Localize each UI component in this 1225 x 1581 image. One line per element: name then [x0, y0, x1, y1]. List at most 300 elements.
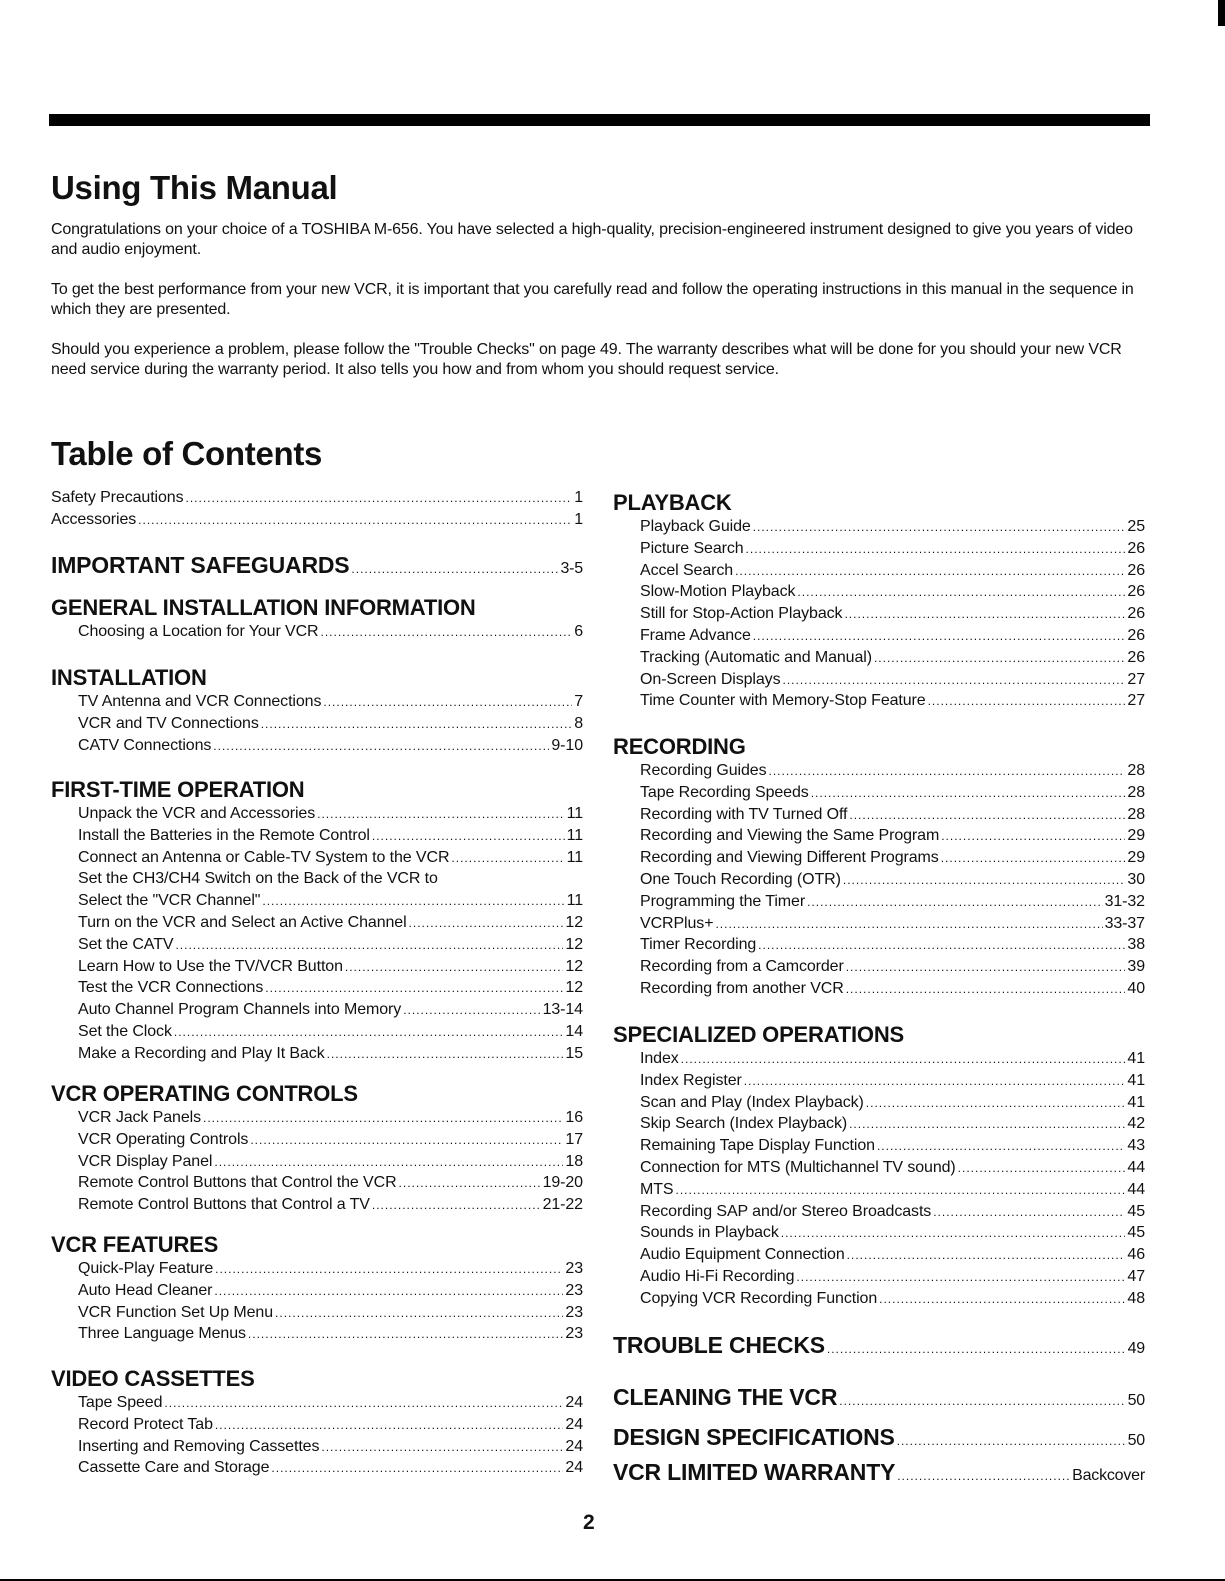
- page-ref: 16: [565, 1109, 583, 1126]
- toc-entry[interactable]: [51, 825, 583, 847]
- toc-section: [613, 1424, 1145, 1450]
- entry-label: CATV Connections: [78, 736, 212, 754]
- toc-section-heading: [51, 1081, 583, 1107]
- toc-entry[interactable]: [613, 1135, 1145, 1157]
- toc-entry[interactable]: [51, 691, 583, 713]
- toc-section: [51, 665, 583, 756]
- dot-leader: [879, 1289, 1125, 1310]
- toc-entry[interactable]: [613, 913, 1145, 935]
- entry-label: Time Counter with Memory-Stop Feature: [640, 692, 926, 710]
- page-ref: 11: [566, 826, 583, 844]
- toc-entry[interactable]: [613, 1070, 1145, 1092]
- dot-leader: [753, 517, 1126, 538]
- toc-entry[interactable]: [51, 1280, 583, 1302]
- dot-leader: [933, 1202, 1125, 1223]
- heading-label: GENERAL INSTALLATION INFORMATION: [51, 595, 476, 620]
- dot-leader: [849, 805, 1125, 826]
- entry-label: Turn on the VCR and Select an Active Channel: [78, 913, 407, 931]
- page-ref: 24: [565, 1437, 583, 1455]
- dot-leader: [351, 556, 558, 578]
- entry-label: Recording SAP and/or Stereo Broadcasts: [640, 1202, 932, 1220]
- dot-leader: [174, 1022, 564, 1043]
- toc-section-heading[interactable]: [51, 552, 583, 578]
- entry-label: Set the Clock: [78, 1022, 172, 1040]
- toc-title: Table of Contents: [51, 435, 323, 472]
- dot-leader: [262, 891, 564, 912]
- entry-label: Choosing a Location for Your VCR: [78, 623, 319, 640]
- page-ref: 46: [1127, 1246, 1145, 1264]
- page-ref: 43: [1127, 1137, 1145, 1155]
- page-ref: 50: [1127, 1392, 1145, 1409]
- entry-label: Safety Precautions: [51, 489, 184, 506]
- entry-label: Frame Advance: [640, 626, 751, 644]
- entry-label: Recording from a Camcorder: [640, 958, 844, 976]
- toc-entry[interactable]: [613, 538, 1145, 560]
- entry-label: Scan and Play (Index Playback): [640, 1093, 864, 1111]
- dot-leader: [846, 957, 1126, 978]
- toc-entry[interactable]: [613, 581, 1145, 603]
- entry-label: Accel Search: [640, 561, 734, 579]
- toc-entry[interactable]: [51, 1436, 583, 1458]
- page-ref: 1: [574, 510, 583, 528]
- toc-entry[interactable]: [51, 999, 583, 1021]
- dot-leader: [847, 1245, 1126, 1266]
- entry-label: Programming the Timer: [640, 892, 806, 910]
- entry-label: Connection for MTS (Multichannel TV sound): [640, 1158, 956, 1176]
- heading-label: IMPORTANT SAFEGUARDS: [51, 552, 350, 578]
- toc-section-heading[interactable]: [613, 1459, 1145, 1485]
- dot-leader: [874, 648, 1125, 669]
- page-ref: 23: [565, 1303, 583, 1321]
- toc-entry[interactable]: [613, 1092, 1145, 1114]
- dot-leader: [215, 1259, 563, 1280]
- toc-section: [613, 1332, 1145, 1358]
- toc-entry[interactable]: [51, 1151, 583, 1173]
- toc-entry[interactable]: [613, 847, 1145, 869]
- page-number: 2: [583, 1511, 595, 1534]
- toc-section-heading: [613, 1022, 1145, 1048]
- toc-section-heading: [613, 490, 1145, 516]
- dot-leader: [403, 1000, 540, 1021]
- dot-leader: [715, 914, 1102, 935]
- entry-label: Make a Recording and Play It Back: [78, 1044, 325, 1062]
- entry-label: Connect an Antenna or Cable-TV System to the VCR: [78, 848, 450, 866]
- entry-label: VCR Display Panel: [78, 1152, 213, 1170]
- toc-section-heading: [51, 595, 583, 621]
- toc-entry[interactable]: [51, 1129, 583, 1151]
- dot-leader: [203, 1108, 563, 1129]
- entry-label: Timer Recording: [640, 936, 757, 954]
- entry-label: Recording from another VCR: [640, 979, 844, 997]
- dot-leader: [866, 1093, 1126, 1114]
- entry-label: VCR Function Set Up Menu: [78, 1303, 274, 1321]
- dot-leader: [782, 670, 1125, 691]
- dot-leader: [839, 1388, 1125, 1410]
- dot-leader: [796, 1267, 1125, 1288]
- page-ref: 24: [565, 1459, 583, 1477]
- toc-section: [51, 487, 583, 531]
- dot-leader: [843, 870, 1126, 891]
- entry-label: Recording with TV Turned Off: [640, 805, 848, 823]
- page-ref: 1: [574, 489, 583, 506]
- toc-entry[interactable]: [51, 735, 583, 757]
- dot-leader: [215, 1415, 564, 1436]
- page-ref: 26: [1127, 539, 1145, 557]
- page-ref: 3-5: [560, 560, 583, 577]
- header-rule: [49, 114, 1150, 126]
- entry-label: Inserting and Removing Cassettes: [78, 1437, 320, 1455]
- entry-label: Copying VCR Recording Function: [640, 1289, 878, 1307]
- entry-label: Index: [640, 1050, 679, 1067]
- page-ref: 29: [1127, 827, 1145, 845]
- dot-leader: [317, 804, 564, 825]
- dot-leader: [213, 736, 549, 757]
- dot-leader: [681, 1049, 1126, 1070]
- toc-entry[interactable]: [613, 956, 1145, 978]
- dot-leader: [807, 892, 1102, 913]
- page-ref: 45: [1127, 1224, 1145, 1242]
- page-ref: 11: [566, 848, 583, 866]
- dot-leader: [321, 1437, 563, 1458]
- toc-entry[interactable]: [51, 1302, 583, 1324]
- page-ref: 7: [574, 693, 583, 710]
- dot-leader: [744, 1071, 1126, 1092]
- toc-entry[interactable]: [51, 977, 583, 999]
- toc-entry[interactable]: [613, 934, 1145, 956]
- toc-entry[interactable]: [51, 1043, 583, 1065]
- toc-section: [51, 1366, 583, 1479]
- page-ref: 12: [565, 957, 583, 975]
- entry-label: Accessories: [51, 510, 137, 528]
- page-ref: 33-37: [1104, 914, 1145, 932]
- toc-entry[interactable]: [613, 978, 1145, 1000]
- dot-leader: [849, 1114, 1125, 1135]
- dot-leader: [248, 1324, 563, 1345]
- entry-label: Remaining Tape Display Function: [640, 1137, 875, 1155]
- dot-leader: [958, 1158, 1126, 1179]
- heading-label: SPECIALIZED OPERATIONS: [613, 1022, 904, 1047]
- dot-leader: [323, 692, 572, 713]
- toc-entry[interactable]: [51, 621, 583, 643]
- page-ref: 42: [1127, 1115, 1145, 1133]
- trouble-paragraph: Should you experience a problem, please follow the "Trouble Checks" on page 49. The warranty describes what will be done for you should your new VCR need service during the warranty period. It also tells you how and from whom you should request service.: [51, 341, 1122, 378]
- dot-leader: [897, 1428, 1126, 1450]
- dot-leader: [928, 691, 1126, 712]
- entry-label: Unpack the VCR and Accessories: [78, 805, 316, 822]
- dot-leader: [753, 626, 1126, 647]
- toc-section-heading: [51, 1232, 583, 1258]
- entry-label: TV Antenna and VCR Connections: [78, 693, 322, 710]
- toc-entry[interactable]: [613, 560, 1145, 582]
- entry-label: Tracking (Automatic and Manual): [640, 648, 872, 666]
- dot-leader: [781, 1223, 1126, 1244]
- page-ref: 26: [1127, 583, 1145, 601]
- toc-entry[interactable]: [51, 487, 583, 509]
- heading-label: TROUBLE CHECKS: [613, 1332, 825, 1358]
- dot-leader: [897, 1463, 1070, 1485]
- toc-entry[interactable]: [51, 1457, 583, 1479]
- dot-leader: [451, 848, 564, 869]
- page-ref: 29: [1127, 849, 1145, 867]
- toc-section: [613, 734, 1145, 1000]
- toc-entry[interactable]: [613, 782, 1145, 804]
- entry-label: Learn How to Use the TV/VCR Button: [78, 957, 343, 975]
- toc-entry[interactable]: [613, 1201, 1145, 1223]
- dot-leader: [675, 1180, 1125, 1201]
- heading-label: RECORDING: [613, 734, 746, 759]
- page-ref: 28: [1127, 783, 1145, 801]
- toc-section: [613, 490, 1145, 712]
- entry-label: Audio Hi-Fi Recording: [640, 1267, 795, 1285]
- toc-entry[interactable]: [51, 956, 583, 978]
- dot-leader: [175, 935, 563, 956]
- heading-label: DESIGN SPECIFICATIONS: [613, 1424, 895, 1450]
- toc-entry[interactable]: [613, 1048, 1145, 1070]
- toc-entry[interactable]: [613, 603, 1145, 625]
- toc-entry[interactable]: [613, 1244, 1145, 1266]
- entry-label: Still for Stop-Action Playback: [640, 605, 843, 623]
- page-ref: 30: [1127, 870, 1145, 888]
- toc-section-heading: [51, 665, 583, 691]
- toc-entry[interactable]: [51, 912, 583, 934]
- toc-entry[interactable]: [613, 516, 1145, 538]
- page-ref: 23: [565, 1281, 583, 1299]
- page-ref: 25: [1127, 518, 1145, 535]
- page-title: Using This Manual: [51, 169, 338, 206]
- entry-label: Quick-Play Feature: [78, 1260, 214, 1277]
- page-ref: 44: [1127, 1180, 1145, 1198]
- page-ref: 45: [1127, 1202, 1145, 1220]
- toc-entry[interactable]: [51, 1392, 583, 1414]
- dot-leader: [164, 1393, 563, 1414]
- entry-label: Recording and Viewing Different Programs: [640, 849, 939, 867]
- page-ref: 23: [565, 1260, 583, 1277]
- entry-label: VCR and TV Connections: [78, 714, 259, 732]
- page-ref: 14: [565, 1022, 583, 1040]
- toc-entry[interactable]: [613, 869, 1145, 891]
- entry-label: Index Register: [640, 1071, 742, 1089]
- entry-label: Picture Search: [640, 539, 744, 557]
- entry-label: Remote Control Buttons that Control a TV: [78, 1196, 370, 1214]
- entry-label: Test the VCR Connections: [78, 979, 264, 997]
- heading-label: VCR LIMITED WARRANTY: [613, 1459, 896, 1485]
- toc-entry[interactable]: [51, 1258, 583, 1280]
- toc-entry[interactable]: [613, 1113, 1145, 1135]
- page-ref: 38: [1127, 936, 1145, 954]
- toc-section: [613, 1022, 1145, 1310]
- dot-leader: [250, 1130, 563, 1151]
- page-ref: 11: [566, 805, 583, 822]
- toc-section-heading[interactable]: [613, 1384, 1145, 1410]
- page-ref: 21-22: [542, 1196, 583, 1214]
- heading-label: VCR OPERATING CONTROLS: [51, 1081, 358, 1106]
- dot-leader: [275, 1303, 563, 1324]
- entry-label: MTS: [640, 1180, 674, 1198]
- entry-label: Playback Guide: [640, 518, 751, 535]
- entry-label: VCR Operating Controls: [78, 1130, 249, 1148]
- page-ref: Backcover: [1072, 1467, 1145, 1484]
- toc-entry[interactable]: [613, 825, 1145, 847]
- page-ref: 31-32: [1104, 892, 1145, 910]
- page-ref: 6: [574, 623, 583, 640]
- dot-leader: [345, 957, 564, 978]
- entry-label: Audio Equipment Connection: [640, 1246, 845, 1264]
- page-ref: 27: [1127, 692, 1145, 710]
- dot-leader: [261, 714, 572, 735]
- dot-leader: [941, 826, 1125, 847]
- heading-label: PLAYBACK: [613, 490, 732, 515]
- dot-leader: [827, 1336, 1126, 1358]
- dot-leader: [735, 561, 1125, 582]
- dot-leader: [327, 1044, 564, 1065]
- toc-entry[interactable]: [613, 625, 1145, 647]
- page-ref: 23: [565, 1325, 583, 1343]
- page-ref: 50: [1127, 1432, 1145, 1449]
- page-ref: 12: [565, 979, 583, 997]
- entry-label: Cassette Care and Storage: [78, 1459, 270, 1477]
- entry-label: Auto Channel Program Channels into Memory: [78, 1001, 402, 1019]
- dot-leader: [877, 1136, 1125, 1157]
- dot-leader: [844, 604, 1125, 625]
- toc-section: [51, 1081, 583, 1216]
- entry-label: Remote Control Buttons that Control the VCR: [78, 1174, 397, 1192]
- entry-label: Auto Head Cleaner: [78, 1281, 213, 1299]
- toc-entry[interactable]: [613, 669, 1145, 691]
- entry-label: Three Language Menus: [78, 1325, 246, 1343]
- page-ref: 49: [1127, 1340, 1145, 1357]
- toc-entry[interactable]: [613, 690, 1145, 712]
- toc-entry[interactable]: [51, 1194, 583, 1216]
- entry-label: Sounds in Playback: [640, 1224, 779, 1242]
- page-ref: 13-14: [542, 1001, 583, 1019]
- scan-edge-mark: [1218, 0, 1225, 26]
- page-ref: 39: [1127, 958, 1145, 976]
- page-ref: 24: [565, 1415, 583, 1433]
- toc-entry[interactable]: [51, 1172, 583, 1194]
- page-ref: 41: [1127, 1093, 1145, 1111]
- entry-label: Slow-Motion Playback: [640, 583, 796, 601]
- heading-label: VIDEO CASSETTES: [51, 1366, 255, 1391]
- dot-leader: [271, 1458, 563, 1479]
- dot-leader: [811, 783, 1126, 804]
- dot-leader: [409, 913, 564, 934]
- page-ref: 44: [1127, 1158, 1145, 1176]
- toc-section: [51, 1232, 583, 1345]
- toc-section: [613, 1459, 1145, 1485]
- toc-section-heading: [51, 1366, 583, 1392]
- toc-entry[interactable]: [613, 760, 1145, 782]
- toc-entry[interactable]: [613, 1157, 1145, 1179]
- entry-label: On-Screen Displays: [640, 670, 781, 688]
- page-ref: 8: [574, 714, 583, 732]
- page-ref: 40: [1127, 979, 1145, 997]
- page-ref: 11: [566, 892, 583, 910]
- entry-label: Skip Search (Index Playback): [640, 1115, 848, 1133]
- toc-entry[interactable]: [51, 868, 583, 890]
- page-ref: 26: [1127, 648, 1145, 666]
- toc-entry[interactable]: [51, 1107, 583, 1129]
- dot-leader: [768, 761, 1125, 782]
- page-ref: 47: [1127, 1267, 1145, 1285]
- dot-leader: [797, 582, 1125, 603]
- toc-section: [51, 595, 583, 643]
- toc-entry[interactable]: [51, 803, 583, 825]
- page-ref: 19-20: [542, 1174, 583, 1192]
- heading-label: VCR FEATURES: [51, 1232, 219, 1257]
- toc-entry[interactable]: [51, 1021, 583, 1043]
- dot-leader: [746, 539, 1126, 560]
- toc-section-heading: [51, 777, 583, 803]
- toc-entry[interactable]: [51, 847, 583, 869]
- toc-entry[interactable]: [613, 804, 1145, 826]
- entry-label: Recording Guides: [640, 762, 767, 779]
- page-ref: 17: [565, 1130, 583, 1148]
- dot-leader: [372, 826, 565, 847]
- toc-section-heading: [613, 734, 1145, 760]
- toc-entry[interactable]: [613, 1179, 1145, 1201]
- dot-leader: [138, 510, 572, 531]
- toc-entry[interactable]: [613, 647, 1145, 669]
- toc-entry[interactable]: [51, 934, 583, 956]
- page-ref: 26: [1127, 561, 1145, 579]
- page-ref: 27: [1127, 670, 1145, 688]
- heading-label: INSTALLATION: [51, 665, 207, 690]
- heading-label: FIRST-TIME OPERATION: [51, 777, 305, 802]
- entry-label: Select the "VCR Channel": [78, 892, 261, 910]
- entry-label: Record Protect Tab: [78, 1415, 213, 1433]
- toc-entry[interactable]: [51, 1323, 583, 1345]
- page-ref: 26: [1127, 626, 1145, 644]
- intro-paragraph: Congratulations on your choice of a TOSHIBA M-656. You have selected a high-quality, precision-engineered instrument designed to give you years of video and audio enjoyment.: [51, 221, 1133, 258]
- page-ref: 12: [565, 935, 583, 953]
- toc-entry[interactable]: [51, 1414, 583, 1436]
- entry-label: Tape Speed: [78, 1394, 163, 1411]
- entry-label: Set the CATV: [78, 935, 174, 953]
- dot-leader: [265, 978, 563, 999]
- toc-entry[interactable]: [613, 1288, 1145, 1310]
- page-ref: 9-10: [551, 736, 583, 754]
- toc-entry[interactable]: [51, 890, 583, 912]
- page-ref: 26: [1127, 605, 1145, 623]
- dot-leader: [214, 1152, 563, 1173]
- heading-label: CLEANING THE VCR: [613, 1384, 838, 1410]
- page-ref: 18: [565, 1152, 583, 1170]
- entry-label: Set the CH3/CH4 Switch on the Back of the VCR to: [78, 870, 438, 888]
- toc-entry[interactable]: [613, 1266, 1145, 1288]
- dot-leader: [758, 935, 1125, 956]
- toc-entry[interactable]: [51, 509, 583, 531]
- toc-entry[interactable]: [613, 891, 1145, 913]
- page-ref: 15: [565, 1044, 583, 1062]
- dot-leader: [846, 979, 1126, 1000]
- page-ref: 28: [1127, 805, 1145, 823]
- dot-leader: [186, 488, 573, 509]
- dot-leader: [321, 622, 573, 643]
- toc-section-heading[interactable]: [613, 1424, 1145, 1450]
- page-ref: 41: [1127, 1071, 1145, 1089]
- entry-label: VCRPlus+: [640, 914, 714, 932]
- page-ref: 28: [1127, 762, 1145, 779]
- dot-leader: [372, 1195, 541, 1216]
- toc-section: [51, 777, 583, 1065]
- toc-section: [51, 552, 583, 578]
- dot-leader: [399, 1173, 541, 1194]
- toc-entry[interactable]: [613, 1222, 1145, 1244]
- toc-section-heading[interactable]: [613, 1332, 1145, 1358]
- entry-label: Tape Recording Speeds: [640, 783, 809, 801]
- page-ref: 12: [565, 913, 583, 931]
- toc-entry[interactable]: [51, 713, 583, 735]
